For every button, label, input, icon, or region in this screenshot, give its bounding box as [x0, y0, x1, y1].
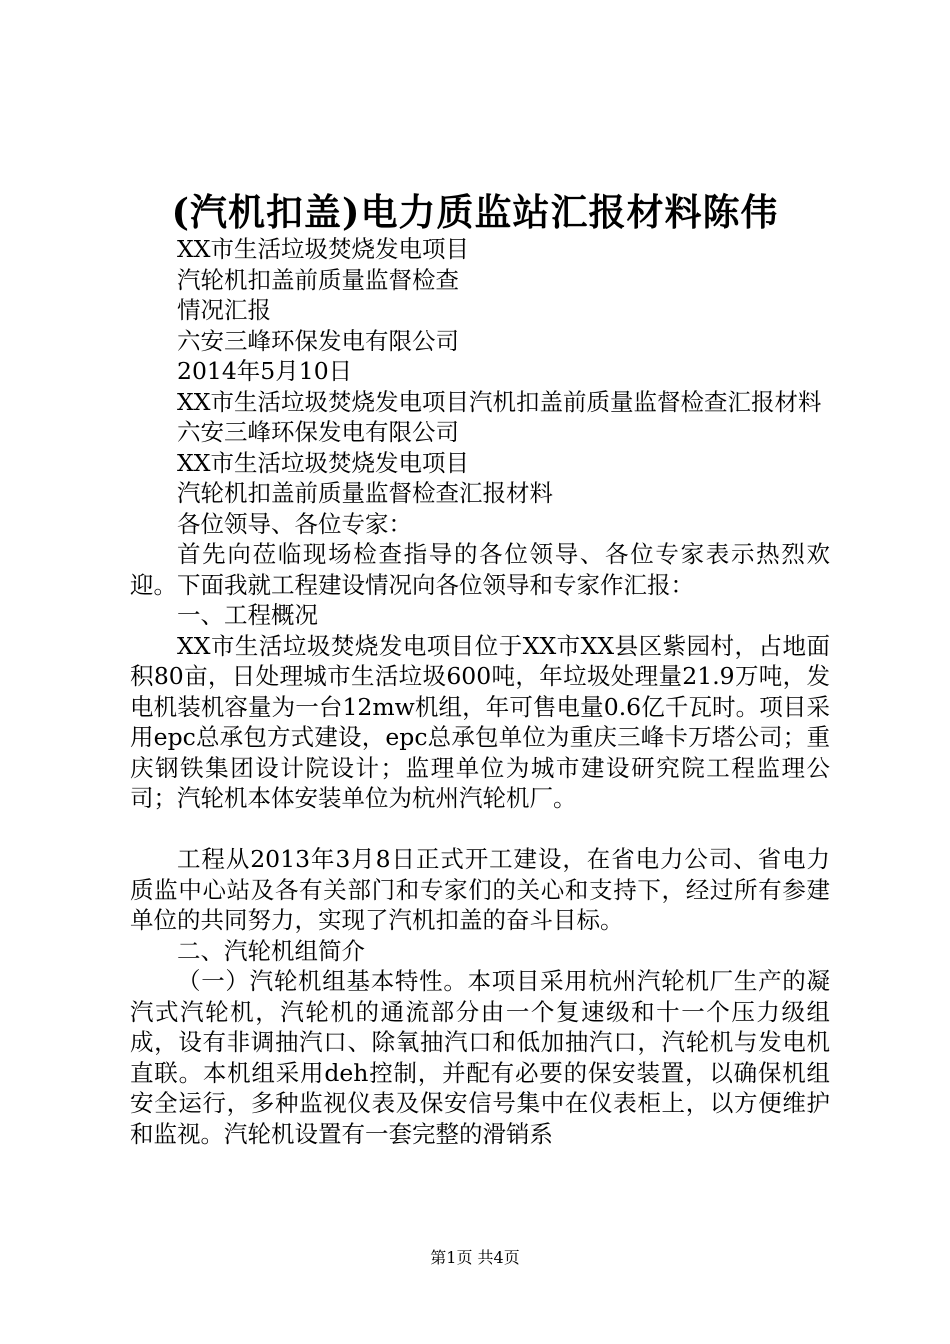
paragraph-report-label: 情况汇报 — [177, 296, 271, 324]
document-title: (汽机扣盖)电力质监站汇报材料陈伟 — [171, 190, 779, 234]
paragraph-construction-progress: 工程从2013年3月8日正式开工建设，在省电力公司、省电力质监中心站及各有关部门和专家们的关心和支持下，经过所有参建单位的共同努力，实现了汽机扣盖的奋斗目标。 — [130, 845, 830, 934]
paragraph-inspection-title: 汽轮机扣盖前质量监督检查 — [177, 265, 459, 294]
paragraph-salutation: 各位领导、各位专家： — [177, 509, 412, 538]
page-number-footer: 第1页 共4页 — [430, 1248, 520, 1267]
paragraph-full-title: XX市生活垃圾焚烧发电项目汽机扣盖前质量监督检查汇报材料 — [177, 387, 822, 416]
paragraph-date: 2014年5月10日 — [177, 357, 353, 385]
heading-turbine-intro: 二、汽轮机组简介 — [177, 936, 365, 965]
paragraph-project-overview: XX市生活垃圾焚烧发电项目位于XX市XX县区紫园村，占地面积80亩，日处理城市生活垃圾600吨，年垃圾处理量21.9万吨，发电机装机容量为一台12mw机组，年可售电量0.6亿千瓦时。项目采用epc总承包方式建设，epc总承包单位为重庆三峰卡万塔公司；重庆钢铁集团设计院设计；监理单位为城市建设研究院工程监理公司；汽轮机本体安装单位为杭州汽轮机厂。 — [130, 631, 830, 812]
heading-project-overview: 一、工程概况 — [177, 601, 318, 629]
paragraph-project-name: XX市生活垃圾焚烧发电项目 — [177, 235, 469, 263]
paragraph-company-2: 六安三峰环保发电有限公司 — [177, 418, 459, 446]
paragraph-project-name-2: XX市生活垃圾焚烧发电项目 — [177, 448, 469, 477]
paragraph-report-title-2: 汽轮机扣盖前质量监督检查汇报材料 — [177, 479, 553, 507]
paragraph-company: 六安三峰环保发电有限公司 — [177, 326, 459, 355]
paragraph-turbine-characteristics: （一）汽轮机组基本特性。本项目采用杭州汽轮机厂生产的凝汽式汽轮机，汽轮机的通流部分由一个复速级和十一个压力级组成，设有非调抽汽口、除氧抽汽口和低加抽汽口，汽轮机与发电机直联。本机组采用deh控制，并配有必要的保安装置，以确保机组安全运行，多种监视仪表及保安信号集中在仪表柜上，以方便维护和监视。汽轮机设置有一套完整的滑销系 — [130, 967, 830, 1148]
document-body — [130, 234, 830, 1149]
paragraph-welcome: 首先向莅临现场检查指导的各位领导、各位专家表示热烈欢迎。下面我就工程建设情况向各位领导和专家作汇报： — [130, 540, 830, 599]
